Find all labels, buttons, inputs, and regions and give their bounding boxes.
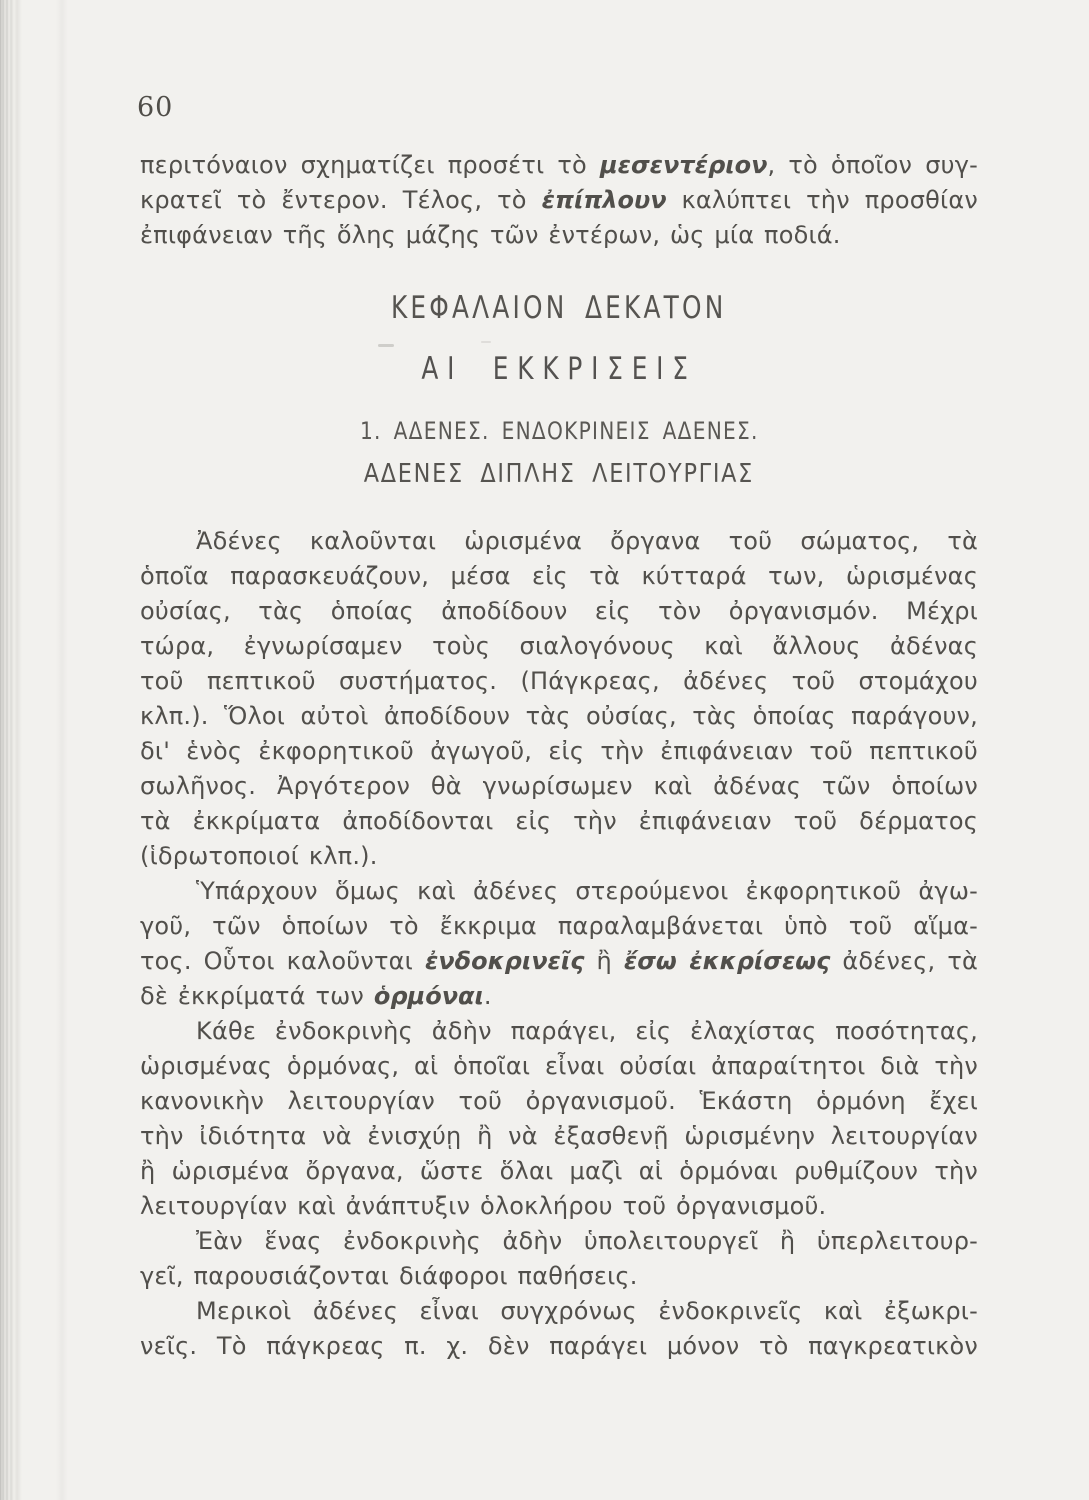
chapter-heading xyxy=(140,288,978,326)
emphasized-term: ἐπίπλουν xyxy=(541,186,667,214)
text-line xyxy=(140,1119,978,1154)
emphasized-term: ἔσω ἐκκρίσεως xyxy=(623,947,831,975)
text-segment: τος. Οὗτοι καλοῦνται xyxy=(140,947,425,975)
text-segment: (ἱδρωτοποιοί κλπ.). xyxy=(140,842,378,870)
text-line xyxy=(140,629,978,664)
chapter-heading-text: ΚΕΦΑΛΑΙΟΝ ΔΕΚΑΤΟΝ xyxy=(391,290,727,326)
text-segment: τώρα, ἐγνωρίσαμεν τοὺς σιαλογόνους καὶ ἄλλους ἀδένας xyxy=(140,632,978,660)
paragraph xyxy=(140,524,978,874)
text-segment: ὁποῖα παρασκευάζουν, μέσα εἰς τὰ κύτταρά των, ὡρισμένας xyxy=(140,562,978,590)
section-heading-text: 1. ΑΔΕΝΕΣ. ΕΝΔΟΚΡΙΝΕΙΣ ΑΔΕΝΕΣ. xyxy=(359,417,759,445)
scan-artifact-dash xyxy=(378,344,394,347)
text-line xyxy=(140,1329,978,1364)
text-line xyxy=(140,1049,978,1084)
text-segment: δι' ἑνὸς ἐκφορητικοῦ ἀγωγοῦ, εἰς τὴν ἐπιφάνειαν τοῦ πεπτικοῦ xyxy=(140,737,978,765)
text-segment: τὰ ἐκκρίματα ἀποδίδονται εἰς τὴν ἐπιφάνειαν τοῦ δέρματος xyxy=(140,807,978,835)
emphasized-term: μεσεντέριον xyxy=(599,151,768,179)
text-line xyxy=(140,804,978,839)
text-segment: τὴν ἰδιότητα νὰ ἐνισχύῃ ἢ νὰ ἐξασθενῇ ὡρισμένην λειτουργίαν xyxy=(140,1122,978,1150)
paragraph xyxy=(140,1014,978,1224)
text-line xyxy=(140,874,978,909)
text-line xyxy=(140,909,978,944)
intro-paragraph xyxy=(140,148,978,253)
text-segment: κλπ.). Ὅλοι αὐτοὶ ἀποδίδουν τὰς οὐσίας, τὰς ὁποίας παράγουν, xyxy=(140,702,978,730)
text-segment: γοῦ, τῶν ὁποίων τὸ ἔκκριμα παραλαμβάνεται ὑπὸ τοῦ αἵμα- xyxy=(140,912,978,940)
text-segment: Ὑπάρχουν ὅμως καὶ ἀδένες στερούμενοι ἐκφορητικοῦ ἀγω- xyxy=(196,877,978,905)
page-number: 60 xyxy=(137,92,174,123)
subsection-heading-text: ΑΔΕΝΕΣ ΔΙΠΛΗΣ ΛΕΙΤΟΥΡΓΙΑΣ xyxy=(363,459,755,489)
section-heading xyxy=(140,417,978,445)
text-segment: , τὸ ὁποῖον συγ- xyxy=(767,151,978,179)
text-segment: καλύπτει τὴν προσθίαν xyxy=(666,186,978,214)
text-line xyxy=(140,1014,978,1049)
text-segment: τοῦ πεπτικοῦ συστήματος. (Πάγκρεας, ἀδένες τοῦ στομάχου xyxy=(140,667,978,695)
text-line xyxy=(140,699,978,734)
text-segment: ἢ xyxy=(584,947,624,975)
text-segment: κρατεῖ τὸ ἔντερον. Τέλος, τὸ xyxy=(140,186,542,214)
text-segment: ὡρισμένας ὁρμόνας, αἱ ὁποῖαι εἶναι οὐσίαι ἀπαραίτητοι διὰ τὴν xyxy=(140,1052,978,1080)
text-segment: ἐπιφάνειαν τῆς ὅλης μάζης τῶν ἐντέρων, ὡς μία ποδιά. xyxy=(140,221,841,249)
text-line xyxy=(140,1259,978,1294)
text-segment: . xyxy=(483,982,492,1010)
text-segment: γεῖ, παρουσιάζονται διάφοροι παθήσεις. xyxy=(140,1262,638,1290)
emphasized-term: ἐνδοκρινεῖς xyxy=(424,947,585,975)
text-line xyxy=(140,1154,978,1189)
text-segment: λειτουργίαν καὶ ἀνάπτυξιν ὁλοκλήρου τοῦ ὀργανισμοῦ. xyxy=(140,1192,827,1220)
text-line xyxy=(140,734,978,769)
text-line xyxy=(140,944,978,979)
text-segment: ἀδένες, τὰ xyxy=(830,947,978,975)
text-line xyxy=(140,664,978,699)
text-segment: νεῖς. Τὸ πάγκρεας π. χ. δὲν παράγει μόνον τὸ παγκρεατικὸν xyxy=(140,1332,978,1360)
text-segment: περιτόναιον σχηματίζει προσέτι τὸ xyxy=(140,151,600,179)
paragraph xyxy=(140,1224,978,1294)
text-segment: σωλῆνος. Ἀργότερον θὰ γνωρίσωμεν καὶ ἀδένας τῶν ὁποίων xyxy=(140,772,978,800)
subsection-heading xyxy=(140,459,978,489)
text-line xyxy=(140,1189,978,1224)
text-line xyxy=(140,183,978,218)
text-segment: κανονικὴν λειτουργίαν τοῦ ὀργανισμοῦ. Ἑκάστη ὁρμόνη ἔχει xyxy=(140,1087,978,1115)
text-line xyxy=(140,1084,978,1119)
text-line xyxy=(140,559,978,594)
text-line xyxy=(140,218,978,253)
text-segment: Ἀδένες καλοῦνται ὡρισμένα ὄργανα τοῦ σώματος, τὰ xyxy=(196,527,978,555)
text-segment: Κάθε ἐνδοκρινὴς ἀδὴν παράγει, εἰς ἐλαχίστας ποσότητας, xyxy=(196,1017,978,1045)
text-segment: Μερικοὶ ἀδένες εἶναι συγχρόνως ἐνδοκρινεῖς καὶ ἐξωκρι- xyxy=(196,1297,978,1325)
text-segment: δὲ ἐκκρίματά των xyxy=(140,982,374,1010)
text-segment: Ἐὰν ἕνας ἐνδοκρινὴς ἀδὴν ὑπολειτουργεῖ ἢ ὑπερλειτουρ- xyxy=(196,1227,978,1255)
text-line xyxy=(140,594,978,629)
emphasized-term: ὁρμόναι xyxy=(373,982,484,1010)
text-segment: ἢ ὡρισμένα ὄργανα, ὥστε ὅλαι μαζὶ αἱ ὁρμόναι ρυθμίζουν τὴν xyxy=(140,1157,978,1185)
text-line xyxy=(140,1294,978,1329)
paragraph xyxy=(140,1294,978,1364)
text-line xyxy=(140,148,978,183)
paragraph xyxy=(140,874,978,1014)
text-line xyxy=(140,979,978,1014)
text-line xyxy=(140,1224,978,1259)
body-text xyxy=(140,524,978,1364)
text-line xyxy=(140,524,978,559)
page-title-text: ΑΙ ΕΚΚΡΙΣΕΙΣ xyxy=(421,351,697,387)
binding-shadow xyxy=(56,0,68,1500)
text-segment: οὐσίας, τὰς ὁποίας ἀποδίδουν εἰς τὸν ὀργανισμόν. Μέχρι xyxy=(140,597,978,625)
page-title xyxy=(140,351,978,387)
page-edge-shadow xyxy=(0,0,30,1500)
text-line xyxy=(140,839,978,874)
text-line xyxy=(140,769,978,804)
scan-artifact-dash xyxy=(481,341,491,343)
